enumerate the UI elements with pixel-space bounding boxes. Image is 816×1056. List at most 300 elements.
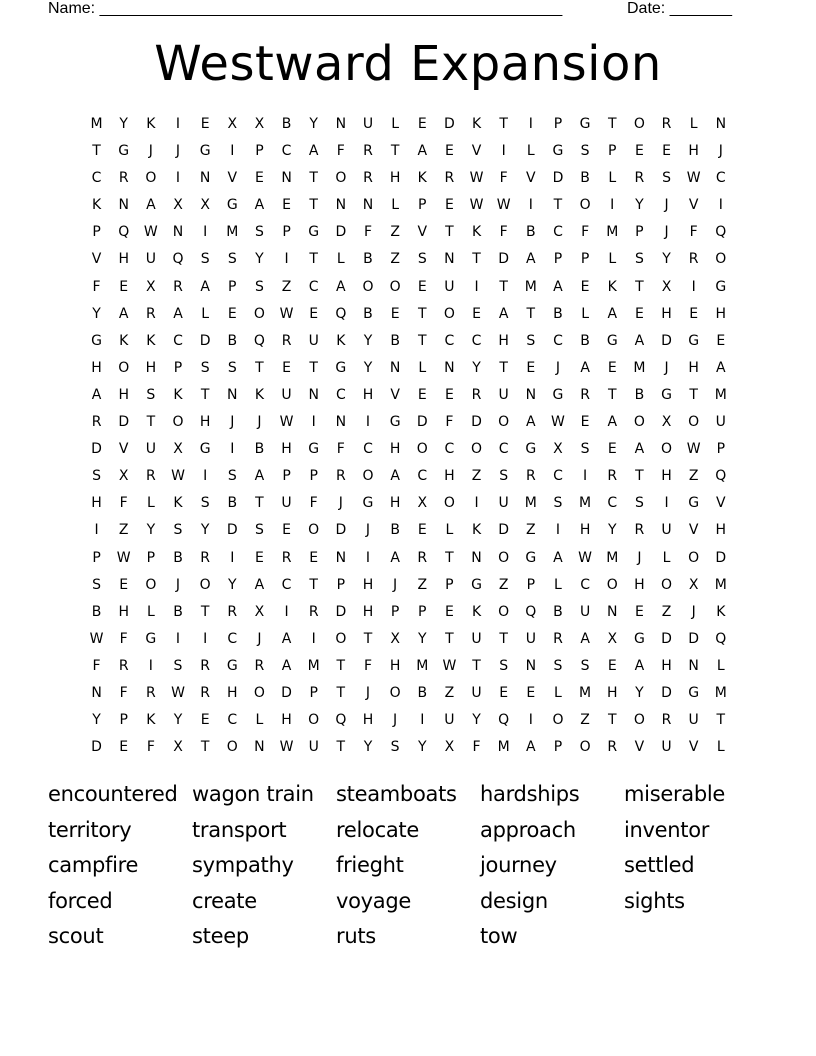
grid-letter: G xyxy=(308,224,320,241)
grid-letter: Q xyxy=(715,630,727,647)
grid-letter: S xyxy=(526,332,536,349)
grid-letter: O xyxy=(253,684,265,701)
grid-row xyxy=(83,466,734,493)
grid-letter: B xyxy=(254,441,265,458)
grid-letter: R xyxy=(634,170,645,187)
grid-letter: S xyxy=(146,386,156,403)
grid-letter: N xyxy=(525,386,537,403)
grid-letter: I xyxy=(203,630,208,647)
grid-letter: T xyxy=(499,359,508,376)
grid-letter: T xyxy=(200,386,210,403)
grid-letter: Y xyxy=(119,116,128,132)
grid-letter: O xyxy=(416,441,428,458)
grid-letter: R xyxy=(363,143,373,160)
grid-letter: N xyxy=(607,603,618,620)
grid-letter: R xyxy=(118,170,129,187)
grid-letter: O xyxy=(335,630,347,647)
grid-letter: Q xyxy=(335,305,347,322)
grid-letter: B xyxy=(363,251,373,268)
grid-letter: K xyxy=(173,386,183,403)
grid-letter: W xyxy=(279,305,294,322)
grid-letter: S xyxy=(227,359,237,376)
grid-letter: S xyxy=(553,495,563,512)
grid-letter: G xyxy=(199,441,211,458)
grid-letter: T xyxy=(309,170,318,187)
grid-letter: W xyxy=(469,170,484,187)
grid-letter: Y xyxy=(417,630,427,647)
grid-letter: J xyxy=(691,603,696,620)
grid-letter: I xyxy=(175,116,181,132)
grid-letter: M xyxy=(226,224,239,241)
grid-letter: R xyxy=(145,468,156,485)
grid-letter: W xyxy=(116,549,131,566)
word-list xyxy=(48,782,768,949)
grid-letter: N xyxy=(227,386,238,403)
grid-letter: R xyxy=(281,332,292,349)
grid-letter: I xyxy=(148,657,153,674)
grid-letter: V xyxy=(688,739,699,756)
grid-letter: G xyxy=(715,278,727,295)
grid-letter: B xyxy=(227,495,238,512)
grid-letter: O xyxy=(389,278,401,295)
grid-letter: K xyxy=(119,332,129,349)
grid-letter: A xyxy=(390,468,400,485)
grid-letter: V xyxy=(471,143,482,160)
grid-row xyxy=(83,737,734,764)
grid-letter: S xyxy=(92,576,102,593)
grid-letter: T xyxy=(553,197,563,214)
grid-letter: Y xyxy=(173,712,183,729)
grid-letter: L xyxy=(608,251,617,268)
grid-letter: R xyxy=(363,170,373,187)
grid-letter: Q xyxy=(172,251,184,268)
grid-letter: U xyxy=(145,251,156,268)
grid-letter: C xyxy=(444,441,455,458)
grid-letter: S xyxy=(173,522,183,539)
grid-letter: Y xyxy=(472,712,481,729)
grid-letter: O xyxy=(471,441,483,458)
grid-letter: Y xyxy=(92,305,101,322)
grid-letter: R xyxy=(661,712,672,729)
grid-letter: D xyxy=(335,224,347,241)
grid-letter: H xyxy=(362,386,374,403)
grid-letter: G xyxy=(362,495,374,512)
grid-letter: T xyxy=(336,684,346,701)
grid-letter: G xyxy=(91,332,102,349)
grid-letter: I xyxy=(311,630,316,647)
word-list-item: encountered xyxy=(48,782,178,806)
grid-letter: O xyxy=(118,359,130,376)
grid-letter: F xyxy=(499,224,508,241)
grid-letter: N xyxy=(389,359,401,376)
grid-letter: O xyxy=(606,576,618,593)
grid-letter: T xyxy=(417,305,427,322)
grid-letter: W xyxy=(686,441,701,458)
grid-letter: O xyxy=(172,414,184,431)
word-list-item: inventor xyxy=(624,817,710,842)
grid-letter: C xyxy=(91,170,102,187)
grid-letter: E xyxy=(444,603,454,620)
grid-letter: B xyxy=(553,305,563,322)
grid-letter: E xyxy=(607,441,617,458)
grid-letter: W xyxy=(551,414,565,431)
grid-letter: X xyxy=(661,278,672,295)
grid-letter: T xyxy=(336,657,346,674)
grid-letter: A xyxy=(607,414,618,431)
grid-letter: A xyxy=(607,305,618,322)
grid-letter: W xyxy=(496,197,511,214)
grid-letter: T xyxy=(472,657,481,674)
grid-letter: S xyxy=(499,657,509,674)
grid-letter: U xyxy=(444,712,455,729)
grid-letter: T xyxy=(472,251,481,268)
grid-letter: L xyxy=(716,739,725,756)
grid-letter: D xyxy=(444,116,455,132)
grid-letter: E xyxy=(634,305,644,322)
grid-letter: Z xyxy=(281,278,292,295)
grid-letter: U xyxy=(444,278,455,295)
grid-letter: P xyxy=(445,576,454,593)
grid-letter: P xyxy=(526,576,536,593)
grid-letter: G xyxy=(525,549,537,566)
grid-letter: E xyxy=(309,549,319,566)
grid-letter: A xyxy=(634,657,645,674)
grid-letter: I xyxy=(175,170,181,187)
grid-letter: G xyxy=(145,630,157,647)
grid-letter: B xyxy=(417,684,428,701)
word-list-item: hardships xyxy=(480,782,580,806)
grid-letter: V xyxy=(634,739,645,756)
grid-letter: H xyxy=(227,684,238,701)
grid-letter: Q xyxy=(498,712,510,729)
grid-letter: I xyxy=(555,522,561,539)
grid-letter: I xyxy=(230,143,235,160)
grid-letter: Y xyxy=(363,332,373,349)
grid-letter: U xyxy=(471,684,482,701)
grid-letter: L xyxy=(554,576,562,593)
grid-letter: Z xyxy=(444,684,455,701)
grid-letter: Y xyxy=(363,739,373,756)
grid-letter: D xyxy=(335,603,347,620)
grid-letter: P xyxy=(119,712,128,729)
grid-letter: Q xyxy=(253,332,265,349)
grid-letter: T xyxy=(499,116,508,132)
grid-letter: O xyxy=(633,712,645,729)
grid-letter: J xyxy=(664,197,669,214)
grid-letter: Y xyxy=(227,576,237,593)
grid-letter: X xyxy=(254,116,265,132)
grid-letter: L xyxy=(526,143,535,160)
word-list-item: steep xyxy=(192,924,249,948)
grid-letter: E xyxy=(444,386,454,403)
grid-letter: Z xyxy=(661,603,672,620)
grid-letter: O xyxy=(199,576,211,593)
grid-letter: R xyxy=(607,468,618,485)
grid-letter: T xyxy=(716,712,726,729)
grid-letter: O xyxy=(661,576,673,593)
grid-letter: N xyxy=(362,197,374,214)
grid-letter: B xyxy=(281,116,292,132)
grid-letter: A xyxy=(254,468,265,485)
grid-letter: P xyxy=(418,197,427,214)
grid-letter: E xyxy=(417,116,427,132)
grid-letter: U xyxy=(525,630,536,647)
grid-letter: V xyxy=(417,224,428,241)
grid-letter: E xyxy=(580,414,590,431)
grid-letter: F xyxy=(499,170,508,187)
grid-letter: C xyxy=(227,712,238,729)
grid-letter: S xyxy=(580,441,590,458)
grid-letter: J xyxy=(257,630,262,647)
grid-letter: H xyxy=(661,657,672,674)
grid-letter: F xyxy=(309,495,318,512)
grid-letter: A xyxy=(118,305,129,322)
grid-letter: N xyxy=(335,414,347,431)
grid-letter: U xyxy=(471,630,482,647)
grid-letter: W xyxy=(442,657,457,674)
grid-letter: R xyxy=(200,549,210,566)
grid-letter: U xyxy=(308,739,319,756)
grid-row xyxy=(83,304,734,331)
grid-letter: M xyxy=(606,224,619,241)
grid-letter: J xyxy=(664,224,669,241)
grid-letter: T xyxy=(255,359,264,376)
grid-letter: P xyxy=(716,441,726,458)
grid-letter: M xyxy=(416,657,429,674)
grid-letter: K xyxy=(146,712,156,729)
word-list-item: steamboats xyxy=(336,782,457,806)
grid-letter: U xyxy=(661,739,672,756)
grid-letter: R xyxy=(308,603,319,620)
grid-letter: T xyxy=(363,630,373,647)
grid-letter: U xyxy=(281,386,292,403)
grid-letter: K xyxy=(471,116,482,132)
grid-letter: N xyxy=(444,251,455,268)
grid-letter: L xyxy=(336,251,345,268)
grid-row xyxy=(83,168,734,195)
grid-letter: D xyxy=(471,414,482,431)
grid-letter: C xyxy=(417,468,428,485)
grid-letter: P xyxy=(309,468,318,485)
grid-letter: H xyxy=(606,684,618,701)
word-list-item: miserable xyxy=(624,782,726,806)
grid-letter: B xyxy=(227,332,238,349)
grid-letter: H xyxy=(444,468,455,485)
grid-letter: J xyxy=(393,712,398,729)
grid-letter: A xyxy=(146,197,156,214)
grid-letter: R xyxy=(173,278,183,295)
grid-letter: J xyxy=(175,576,181,593)
grid-letter: P xyxy=(282,468,291,485)
grid-letter: E xyxy=(444,143,454,160)
grid-letter: X xyxy=(146,278,156,295)
grid-letter: D xyxy=(281,684,292,701)
grid-letter: E xyxy=(254,549,264,566)
grid-letter: U xyxy=(498,495,509,512)
grid-letter: E xyxy=(119,576,129,593)
grid-letter: I xyxy=(94,522,99,539)
grid-letter: V xyxy=(526,170,536,187)
grid-letter: G xyxy=(118,143,130,160)
grid-letter: T xyxy=(255,495,264,512)
grid-letter: B xyxy=(634,386,645,403)
grid-letter: I xyxy=(718,197,723,214)
grid-letter: D xyxy=(661,630,672,647)
grid-letter: Y xyxy=(607,522,617,539)
grid-letter: K xyxy=(91,197,102,214)
grid-letter: L xyxy=(201,305,210,322)
grid-letter: R xyxy=(580,386,590,403)
grid-letter: I xyxy=(474,278,479,295)
grid-letter: I xyxy=(230,441,235,458)
grid-letter: T xyxy=(445,630,454,647)
grid-letter: C xyxy=(607,495,618,512)
grid-letter: W xyxy=(686,170,701,187)
grid-letter: T xyxy=(526,305,536,322)
grid-letter: D xyxy=(688,630,700,647)
grid-letter: K xyxy=(607,278,617,295)
grid-letter: F xyxy=(363,657,372,674)
grid-letter: A xyxy=(336,278,346,295)
grid-letter: D xyxy=(199,332,211,349)
grid-letter: G xyxy=(552,386,564,403)
grid-letter: B xyxy=(553,603,563,620)
grid-letter: N xyxy=(281,170,292,187)
grid-letter: M xyxy=(633,359,646,376)
grid-letter: L xyxy=(255,712,264,729)
grid-letter: M xyxy=(579,495,592,512)
grid-letter: I xyxy=(528,197,533,214)
grid-letter: V xyxy=(688,197,699,214)
grid-letter: D xyxy=(226,522,238,539)
grid-letter: E xyxy=(417,386,427,403)
word-list-item: ruts xyxy=(336,924,376,948)
grid-letter: A xyxy=(526,414,536,431)
grid-letter: N xyxy=(91,684,102,701)
grid-letter: J xyxy=(718,143,723,160)
grid-letter: X xyxy=(661,414,672,431)
grid-letter: X xyxy=(607,630,618,647)
grid-letter: A xyxy=(308,143,319,160)
grid-letter: J xyxy=(664,359,669,376)
grid-letter: E xyxy=(444,197,454,214)
grid-letter: U xyxy=(661,522,672,539)
grid-letter: Z xyxy=(526,522,536,539)
grid-letter: P xyxy=(173,359,183,376)
grid-letter: S xyxy=(227,468,237,485)
grid-letter: X xyxy=(390,630,400,647)
grid-letter: E xyxy=(119,278,129,295)
grid-letter: D xyxy=(552,170,564,187)
grid-letter: E xyxy=(580,278,590,295)
grid-letter: S xyxy=(200,495,210,512)
grid-letter: O xyxy=(498,414,510,431)
grid-letter: M xyxy=(579,684,592,701)
grid-letter: G xyxy=(688,684,700,701)
grid-letter: F xyxy=(119,495,128,512)
grid-letter: I xyxy=(501,143,506,160)
grid-letter: W xyxy=(171,468,185,485)
grid-letter: O xyxy=(226,739,238,756)
grid-letter: I xyxy=(284,603,289,620)
grid-letter: J xyxy=(365,684,371,701)
grid-letter: G xyxy=(579,116,591,132)
grid-letter: S xyxy=(662,170,671,187)
grid-letter: C xyxy=(471,332,482,349)
grid-letter: Y xyxy=(146,522,156,539)
grid-letter: U xyxy=(308,332,319,349)
grid-letter: L xyxy=(418,359,427,376)
grid-letter: F xyxy=(581,224,590,241)
grid-letter: T xyxy=(607,386,617,403)
grid-letter: K xyxy=(716,603,726,620)
word-list-item: frieght xyxy=(336,853,404,877)
grid-letter: Y xyxy=(417,739,427,756)
grid-letter: P xyxy=(146,549,156,566)
grid-letter: A xyxy=(634,332,645,349)
grid-letter: A xyxy=(91,386,102,403)
grid-letter: Z xyxy=(390,251,400,268)
grid-letter: D xyxy=(498,522,510,539)
grid-letter: S xyxy=(553,657,563,674)
grid-letter: Z xyxy=(688,468,699,485)
grid-letter: I xyxy=(230,549,235,566)
grid-letter: H xyxy=(281,712,292,729)
grid-letter: U xyxy=(145,441,156,458)
grid-letter: H xyxy=(199,414,211,431)
grid-letter: G xyxy=(199,143,211,160)
grid-letter: C xyxy=(281,576,292,593)
grid-letter: M xyxy=(524,495,537,512)
grid-letter: A xyxy=(634,441,645,458)
grid-letter: S xyxy=(499,468,509,485)
grid-letter: R xyxy=(335,468,346,485)
grid-letter: S xyxy=(227,251,237,268)
grid-letter: L xyxy=(608,170,617,187)
grid-letter: O xyxy=(633,116,645,132)
grid-row xyxy=(83,222,734,249)
grid-letter: F xyxy=(92,657,101,674)
grid-letter: D xyxy=(118,414,130,431)
grid-letter: V xyxy=(91,251,102,268)
grid-letter: E xyxy=(282,197,291,214)
grid-letter: F xyxy=(689,224,698,241)
grid-letter: F xyxy=(363,224,372,241)
grid-letter: I xyxy=(203,224,208,241)
grid-row xyxy=(83,629,734,656)
grid-letter: U xyxy=(498,386,509,403)
grid-letter: Y xyxy=(309,116,318,132)
grid-letter: C xyxy=(363,441,373,458)
grid-letter: I xyxy=(583,468,588,485)
grid-letter: Z xyxy=(390,224,400,241)
grid-letter: W xyxy=(578,549,593,566)
grid-letter: H xyxy=(661,468,672,485)
grid-letter: A xyxy=(281,630,292,647)
grid-letter: T xyxy=(309,576,318,593)
grid-letter: P xyxy=(553,739,563,756)
grid-letter: N xyxy=(118,197,129,214)
grid-row xyxy=(83,249,734,276)
grid-letter: A xyxy=(281,657,292,674)
grid-letter: E xyxy=(689,305,699,322)
grid-letter: L xyxy=(445,522,454,539)
grid-letter: T xyxy=(607,712,617,729)
grid-letter: P xyxy=(255,143,264,160)
grid-letter: F xyxy=(146,739,155,756)
grid-letter: O xyxy=(498,549,510,566)
grid-letter: B xyxy=(390,522,400,539)
